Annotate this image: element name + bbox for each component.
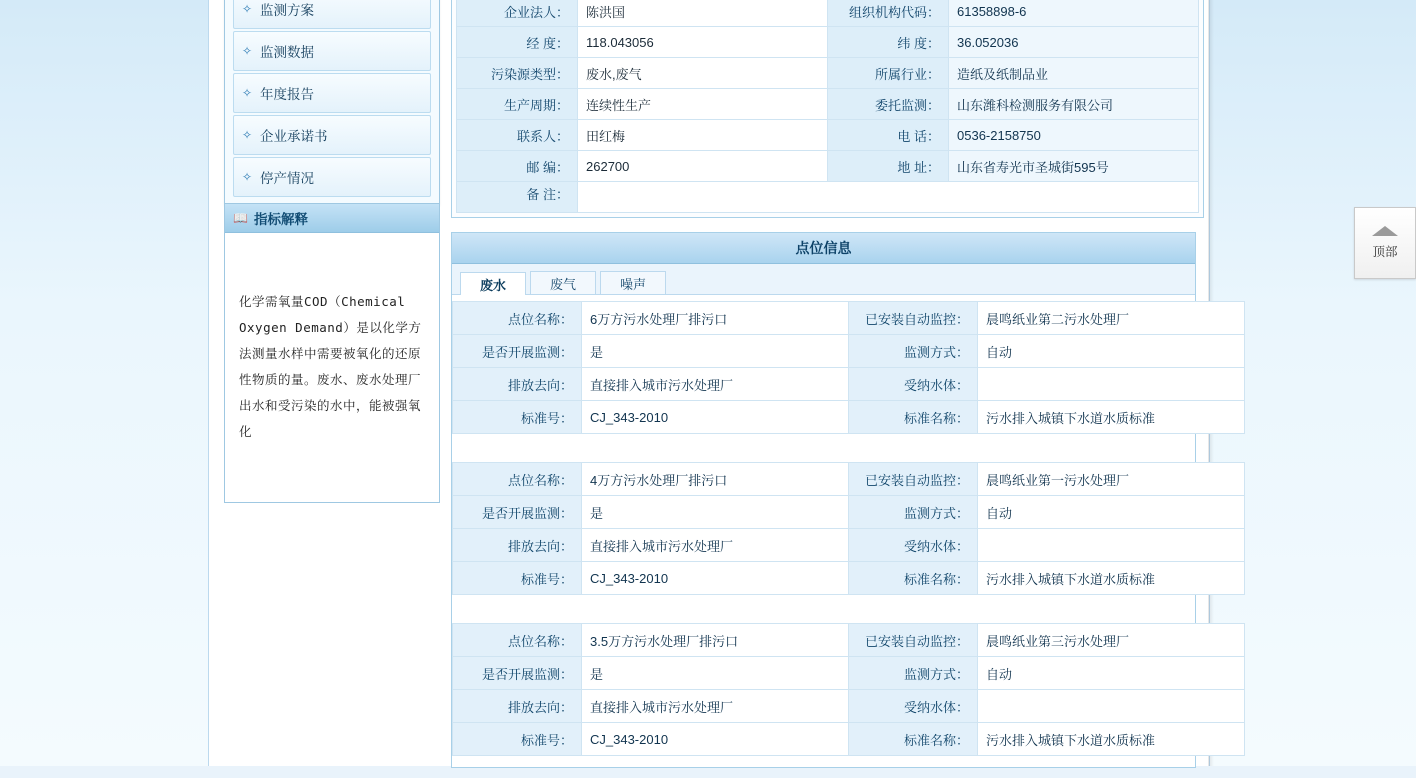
field-label: 是否开展监测： xyxy=(453,657,582,690)
tab-wastewater[interactable]: 废水 xyxy=(460,272,526,295)
block-separator xyxy=(452,756,1195,778)
field-value: 自动 xyxy=(978,496,1245,529)
field-value: 0536-2158750 xyxy=(949,120,1199,151)
field-label: 邮 编： xyxy=(457,151,578,182)
indicator-explanation-panel xyxy=(224,203,440,503)
table-row xyxy=(457,151,1199,182)
table-row xyxy=(457,58,1199,89)
field-value: 造纸及纸制品业 xyxy=(949,58,1199,89)
field-label: 生产周期： xyxy=(457,89,578,120)
table-row xyxy=(457,27,1199,58)
sidebar-item-monitoring-plan[interactable] xyxy=(233,0,431,29)
block-separator xyxy=(452,595,1195,617)
table-row xyxy=(453,657,1245,690)
field-value: 直接排入城市污水处理厂 xyxy=(582,690,849,723)
sidebar-item-label: 停产情况 xyxy=(260,171,314,186)
field-label: 点位名称： xyxy=(453,463,582,496)
field-label: 标准号： xyxy=(453,562,582,595)
field-value: 废水,废气 xyxy=(578,58,828,89)
table-row xyxy=(453,624,1245,657)
indicator-explanation-header xyxy=(225,204,439,233)
field-value xyxy=(978,690,1245,723)
sidebar-item-production-halt[interactable] xyxy=(233,157,431,197)
table-row xyxy=(457,120,1199,151)
point-info-title: 点位信息 xyxy=(795,240,852,256)
field-label: 监测方式： xyxy=(849,496,978,529)
table-row xyxy=(453,690,1245,723)
company-info-panel xyxy=(451,0,1204,218)
field-label: 联系人： xyxy=(457,120,578,151)
point-info-panel xyxy=(451,232,1196,768)
field-label: 受纳水体： xyxy=(849,529,978,562)
field-value: CJ_343-2010 xyxy=(582,401,849,434)
field-label: 排放去向： xyxy=(453,690,582,723)
table-row xyxy=(453,562,1245,595)
field-value: 山东潍科检测服务有限公司 xyxy=(949,89,1199,120)
point-info-tabs xyxy=(452,264,1195,295)
field-label: 组织机构代码： xyxy=(828,0,949,27)
field-value: 6万方污水处理厂排污口 xyxy=(582,302,849,335)
field-value: 118.043056 xyxy=(578,27,828,58)
field-label: 标准名称： xyxy=(849,723,978,756)
field-value: 连续性生产 xyxy=(578,89,828,120)
field-value: 3.5万方污水处理厂排污口 xyxy=(582,624,849,657)
field-label: 监测方式： xyxy=(849,335,978,368)
field-label: 点位名称： xyxy=(453,624,582,657)
field-label: 经 度： xyxy=(457,27,578,58)
company-info-table xyxy=(456,0,1199,213)
point-info-header xyxy=(452,233,1195,264)
field-value: 山东省寿光市圣城街595号 xyxy=(949,151,1199,182)
field-label: 标准名称： xyxy=(849,401,978,434)
field-label: 点位名称： xyxy=(453,302,582,335)
tab-noise[interactable]: 噪声 xyxy=(600,271,666,294)
field-value: 36.052036 xyxy=(949,27,1199,58)
field-value: 61358898-6 xyxy=(949,0,1199,27)
sidebar-item-label: 企业承诺书 xyxy=(260,129,328,144)
field-value xyxy=(978,529,1245,562)
field-label: 所属行业： xyxy=(828,58,949,89)
field-value: 直接排入城市污水处理厂 xyxy=(582,368,849,401)
field-label: 委托监测： xyxy=(828,89,949,120)
book-icon: 📖 xyxy=(233,211,248,225)
point-block-3 xyxy=(452,623,1245,756)
field-label: 排放去向： xyxy=(453,529,582,562)
point-block-1 xyxy=(452,301,1245,434)
field-label: 是否开展监测： xyxy=(453,496,582,529)
diamond-icon: ✧ xyxy=(241,2,253,16)
block-separator xyxy=(452,434,1195,456)
table-row xyxy=(453,368,1245,401)
diamond-icon: ✧ xyxy=(241,170,253,184)
table-row xyxy=(457,0,1199,27)
field-label: 排放去向： xyxy=(453,368,582,401)
field-value: CJ_343-2010 xyxy=(582,723,849,756)
field-label: 电 话： xyxy=(828,120,949,151)
tab-waste-gas[interactable]: 废气 xyxy=(530,271,596,294)
field-label: 受纳水体： xyxy=(849,368,978,401)
field-label: 已安装自动监控： xyxy=(849,624,978,657)
field-value: 262700 xyxy=(578,151,828,182)
back-to-top-label: 顶部 xyxy=(1372,245,1398,259)
field-value: 直接排入城市污水处理厂 xyxy=(582,529,849,562)
table-row xyxy=(453,529,1245,562)
field-label: 企业法人： xyxy=(457,0,578,27)
side-menu xyxy=(224,0,440,206)
field-value: 污水排入城镇下水道水质标准 xyxy=(978,562,1245,595)
sidebar-item-commitment-letter[interactable] xyxy=(233,115,431,155)
field-label: 是否开展监测： xyxy=(453,335,582,368)
diamond-icon: ✧ xyxy=(241,86,253,100)
sidebar-item-label: 年度报告 xyxy=(260,87,314,102)
field-label: 标准号： xyxy=(453,723,582,756)
field-label: 监测方式： xyxy=(849,657,978,690)
field-label: 已安装自动监控： xyxy=(849,302,978,335)
field-value: 是 xyxy=(582,657,849,690)
indicator-explanation-text: 化学需氧量COD（Chemical Oxygen Demand）是以化学方法测量水样中需要被氧化的还原性物质的量。废水、废水处理厂出水和受污染的水中，能被强氧化 xyxy=(239,294,422,439)
field-value: 自动 xyxy=(978,657,1245,690)
triangle-up-icon xyxy=(1372,226,1398,236)
diamond-icon: ✧ xyxy=(241,128,253,142)
table-row xyxy=(453,723,1245,756)
table-row xyxy=(453,302,1245,335)
remark-label: 备 注： xyxy=(457,182,578,213)
field-value: 污水排入城镇下水道水质标准 xyxy=(978,401,1245,434)
field-label: 标准名称： xyxy=(849,562,978,595)
field-label: 地 址： xyxy=(828,151,949,182)
field-label: 污染源类型： xyxy=(457,58,578,89)
remark-value xyxy=(578,182,1199,213)
field-label: 已安装自动监控： xyxy=(849,463,978,496)
field-value xyxy=(978,368,1245,401)
field-value: 田红梅 xyxy=(578,120,828,151)
point-block-2 xyxy=(452,462,1245,595)
indicator-explanation-body xyxy=(225,233,439,501)
back-to-top-button[interactable] xyxy=(1354,207,1416,279)
field-value: 陈洪国 xyxy=(578,0,828,27)
indicator-explanation-title: 指标解释 xyxy=(253,212,308,227)
diamond-icon: ✧ xyxy=(241,44,253,58)
field-value: 4万方污水处理厂排污口 xyxy=(582,463,849,496)
field-value: CJ_343-2010 xyxy=(582,562,849,595)
field-value: 自动 xyxy=(978,335,1245,368)
field-label: 标准号： xyxy=(453,401,582,434)
table-row-remark xyxy=(457,182,1199,213)
table-row xyxy=(457,89,1199,120)
field-value: 晨鸣纸业第一污水处理厂 xyxy=(978,463,1245,496)
sidebar-item-monitoring-data[interactable] xyxy=(233,31,431,71)
field-value: 是 xyxy=(582,496,849,529)
table-row xyxy=(453,401,1245,434)
sidebar-item-label: 监测方案 xyxy=(260,3,314,18)
table-row xyxy=(453,496,1245,529)
field-label: 受纳水体： xyxy=(849,690,978,723)
table-row xyxy=(453,335,1245,368)
sidebar-item-annual-report[interactable] xyxy=(233,73,431,113)
table-row xyxy=(453,463,1245,496)
field-value: 晨鸣纸业第二污水处理厂 xyxy=(978,302,1245,335)
field-value: 是 xyxy=(582,335,849,368)
field-value: 污水排入城镇下水道水质标准 xyxy=(978,723,1245,756)
sidebar-item-label: 监测数据 xyxy=(260,45,314,60)
field-label: 纬 度： xyxy=(828,27,949,58)
field-value: 晨鸣纸业第三污水处理厂 xyxy=(978,624,1245,657)
